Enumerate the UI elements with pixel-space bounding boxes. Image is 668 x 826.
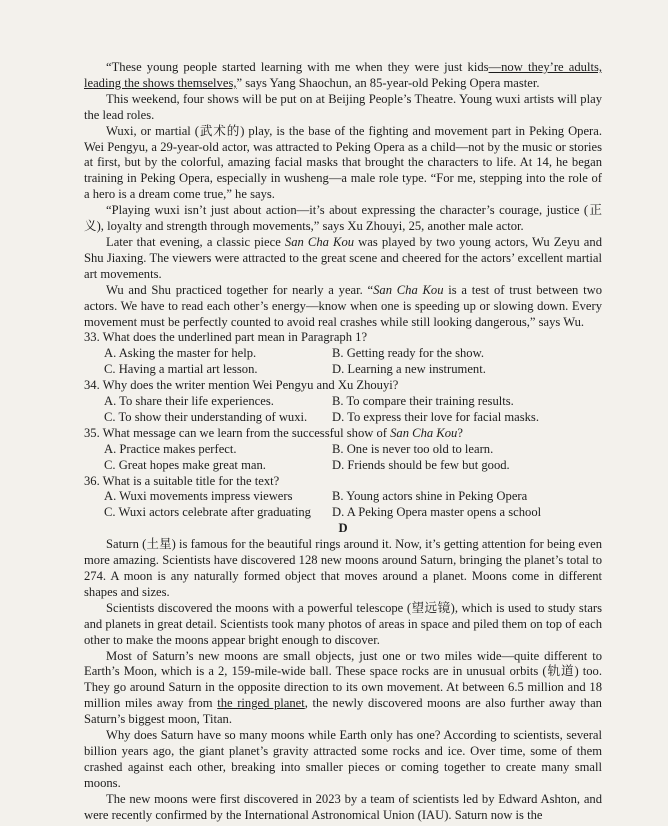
passage-c-paragraph-5 [84, 235, 602, 283]
question-options [104, 442, 602, 474]
paragraph-text: ” says Yang Shaochun, an 85-year-old Peking Opera master. [236, 75, 540, 90]
passage-c-paragraph-3: Wuxi, or martial (武术的) play, is the base of the fighting and movement part in Peking Opera. Wei Pengyu, a 29-year-old actor, was attracted to Peking Opera as a child—not by the music or stories at first, but by the colorful, amazing facial masks that brought the characters to life. At 14, he began training in Peking Opera, especially in wusheng—a male role type. “For me, stepping into the role of a hero is a dream come true,” he says. [84, 123, 602, 202]
question-stem-text: ? [457, 425, 463, 440]
passage-d-paragraph-5: The new moons were first discovered in 2023 by a team of scientists led by Edward Ashton, and were recently confirmed by the International Astronomical Union (IAU). Saturn now is the [84, 791, 602, 822]
question-options [104, 394, 602, 426]
question-stem [84, 426, 602, 442]
question-stem: 34. Why does the writer mention Wei Pengyu and Xu Zhouyi? [84, 378, 399, 393]
option-a[interactable]: A. Practice makes perfect. [104, 441, 237, 456]
question-options [104, 346, 602, 378]
passage-c-paragraph-1 [84, 60, 602, 92]
passage-c-paragraph-6 [84, 283, 602, 331]
passage-d-paragraph-2: Scientists discovered the moons with a powerful telescope (望远镜), which is used to study stars and planets in great detail. Scientists took many photos of areas in space and piled them on top of each other to make the moons appear bright enough to discover. [84, 600, 602, 647]
question-stem: 36. What is a suitable title for the text? [84, 473, 280, 488]
option-d[interactable]: D. Learning a new instrument. [332, 362, 486, 377]
question-stem-text: 35. What message can we learn from the successful show of [84, 425, 391, 440]
option-a[interactable]: A. Asking the master for help. [104, 346, 257, 361]
option-b[interactable]: B. Getting ready for the show. [332, 346, 485, 361]
option-b[interactable]: B. To compare their training results. [332, 394, 514, 409]
option-d[interactable]: D. To express their love for facial masks. [332, 409, 539, 424]
passage-c-paragraph-4: “Playing wuxi isn’t just about action—it’s about expressing the character’s courage, justice (正义), loyalty and strength through movements,” says Xu Zhouyi, 25, another male actor. [84, 203, 602, 234]
paragraph-text: Most of Saturn’s new moons are small objects, just one or two miles wide—quite different to Earth’s Moon, which is a 2, 159-mile-wide ball. These space rocks are in unusual orbits (轨道) too. They go around Saturn in the opposite direction to its own movement. At between 6.5 million and 18 million miles away from [84, 648, 602, 711]
option-d[interactable]: D. Friends should be few but good. [332, 457, 510, 472]
passage-d-paragraph-1: Saturn (土星) is famous for the beautiful rings around it. Now, it’s getting attention for being even more amazing. Scientists have discovered 128 new moons around Saturn, bringing the planet’s total to 274. A moon is any naturally formed object that moves around a planet. Moons come in different shapes and sizes. [84, 537, 602, 599]
passage-d-paragraph-3 [84, 649, 602, 729]
passage-c-paragraph-2: This weekend, four shows will be put on at Beijing People’s Theatre. Young wuxi artists will play the lead roles. [84, 91, 602, 122]
option-c[interactable]: C. Having a martial art lesson. [104, 362, 258, 377]
option-c[interactable]: C. Great hopes make great man. [104, 457, 266, 472]
question-stem: 33. What does the underlined part mean in Paragraph 1? [84, 330, 368, 345]
question-options [104, 489, 602, 521]
option-c[interactable]: C. Wuxi actors celebrate after graduating [104, 505, 311, 520]
paragraph-text: was played by two young actors, Wu Zeyu and Shu Jiaxing. The viewers were attracted to the great scene and cheered for the actors’ excellent martial art movements. [84, 234, 602, 281]
underlined-phrase: —now they’re adults, leading the shows themselves, [84, 60, 602, 90]
passage-d-paragraph-4: Why does Saturn have so many moons while Earth only has one? According to scientists, several billion years ago, the giant planet’s gravity attracted some rocks and ice. Over time, some of them crashed against each other, breaking into smaller pieces or coming together to create many small moons. [84, 728, 602, 790]
paragraph-text: , the newly discovered moons are also further away than Saturn’s biggest moon, Titan. [84, 696, 602, 727]
paragraph-text: Wu and Shu practiced together for nearly a year. “ [106, 282, 374, 297]
underlined-phrase: the ringed planet [217, 696, 305, 711]
option-a[interactable]: A. Wuxi movements impress viewers [104, 489, 293, 504]
paragraph-text: “These young people started learning with me when they were just kids [106, 60, 489, 74]
question-34 [84, 378, 602, 426]
option-a[interactable]: A. To share their life experiences. [104, 394, 274, 409]
play-title: San Cha Kou [284, 234, 355, 249]
play-title: San Cha Kou [373, 282, 444, 297]
option-d[interactable]: D. A Peking Opera master opens a school [332, 505, 542, 520]
question-35 [84, 426, 602, 474]
option-b[interactable]: B. One is never too old to learn. [332, 441, 494, 456]
question-36 [84, 474, 602, 522]
option-c[interactable]: C. To show their understanding of wuxi. [104, 409, 308, 424]
section-heading-d: D [338, 521, 348, 536]
question-33 [84, 330, 602, 378]
paragraph-text: is a test of trust between two actors. We have to read each other’s energy—know when one is speeding up or slowing down. Every movement must be perfectly counted to avoid real crashes while still looking dangerous,” says Wu. [84, 282, 602, 329]
paragraph-text: Later that evening, a classic piece [106, 234, 285, 249]
option-b[interactable]: B. Young actors shine in Peking Opera [332, 489, 528, 504]
play-title: San Cha Kou [390, 425, 458, 440]
